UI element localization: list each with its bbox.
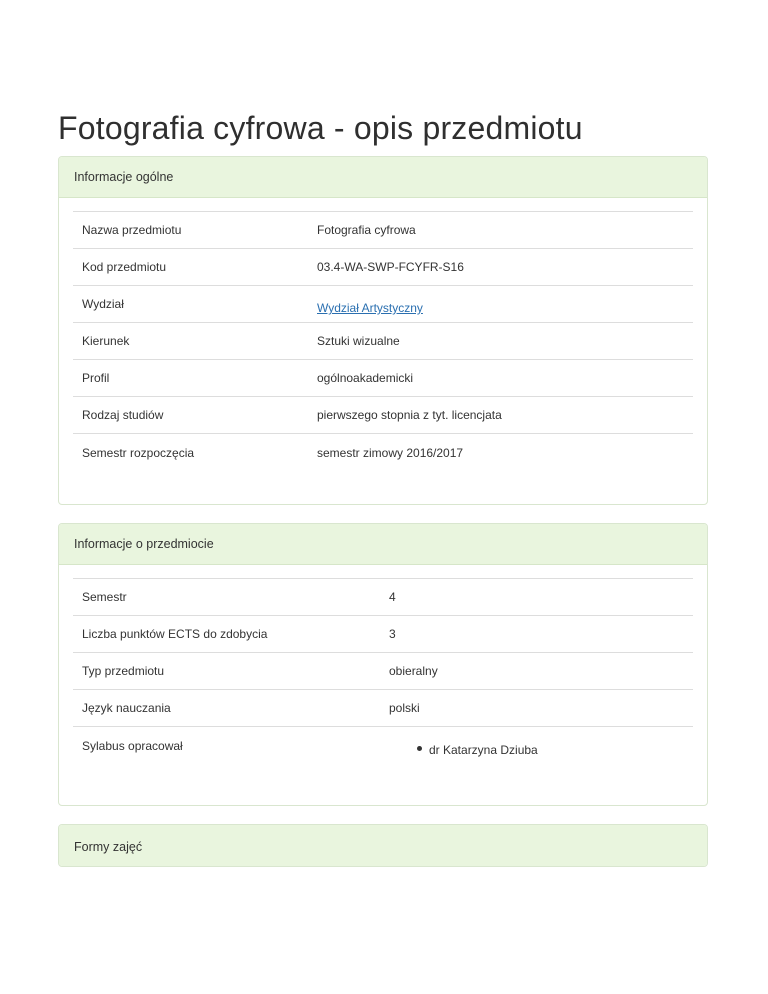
row-value: polski [389,701,420,715]
list-item [389,735,538,757]
table-row [73,397,693,434]
row-label: Wydział [82,297,124,311]
table-row [73,653,693,690]
row-value: semestr zimowy 2016/2017 [317,445,464,460]
row-value: Fotografia cyfrowa [317,223,416,237]
table-row [73,212,693,249]
general-info-panel [58,156,708,505]
page-title: Fotografia cyfrowa - opis przedmiotu [58,110,583,146]
course-info-table [73,578,693,764]
panel-heading-general: Informacje ogólne [59,157,707,198]
forms-panel [58,824,708,867]
general-info-table [73,211,693,471]
course-info-panel [58,523,708,806]
row-label: Semestr rozpoczęcia [82,445,195,460]
table-row [73,249,693,286]
row-label: Kod przedmiotu [82,260,167,274]
row-label: Liczba punktów ECTS do zdobycia [82,627,268,641]
row-value: Sztuki wizualne [317,334,400,348]
table-row [73,360,693,397]
row-value [317,293,423,315]
row-value [389,735,538,757]
row-label: Kierunek [82,334,130,348]
table-row [73,690,693,727]
panel-heading-course: Informacje o przedmiocie [59,524,707,565]
row-label: Typ przedmiotu [82,664,165,678]
table-row [73,323,693,360]
row-value: 03.4-WA-SWP-FCYFR-S16 [317,260,464,274]
row-label: Sylabus opracował [82,738,183,753]
table-row [73,727,693,764]
author-name: dr Katarzyna Dziuba [429,742,538,757]
row-value: pierwszego stopnia z tyt. licencjata [317,408,502,422]
row-label: Profil [82,371,110,385]
panel-heading-forms: Formy zajęć [59,825,707,867]
row-label: Semestr [82,590,127,604]
faculty-link[interactable]: Wydział Artystyczny [317,301,423,315]
row-value: 4 [389,590,396,604]
row-value: obieralny [389,664,438,678]
row-label: Rodzaj studiów [82,408,164,422]
row-value: 3 [389,627,396,641]
row-label: Język nauczania [82,701,171,715]
bullet-icon [417,746,422,751]
row-value: ogólnoakademicki [317,371,414,385]
table-row [73,616,693,653]
row-label: Nazwa przedmiotu [82,223,182,237]
author-list [389,735,538,757]
table-row [73,579,693,616]
table-row [73,434,693,471]
table-row [73,286,693,323]
